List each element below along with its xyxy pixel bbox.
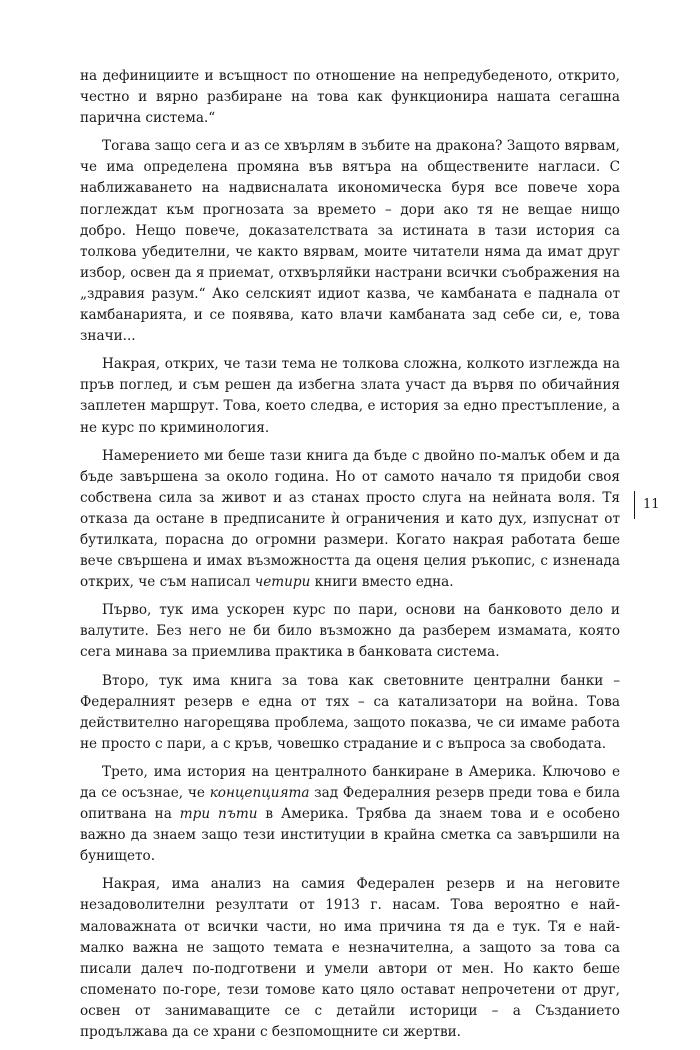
- paragraph-8: [80, 874, 620, 1043]
- text-run: книги вместо една.: [310, 574, 454, 591]
- paragraph-7: [80, 762, 620, 867]
- text-run: на дефинициите и всъщност по отношение на непредубеденото, открито, честно и вярно разбиране на това как функционира нашата сегашна парична система.“: [80, 68, 620, 127]
- text-run: Трето, има история на централното банкиране в Америка. Ключово е да се осъзнае, че: [80, 763, 620, 801]
- text-run: в Америка. Трябва да знаем това и е особено важно да знаем защо тези институции в крайна сметка са завършили на бунището.: [80, 806, 620, 865]
- page-number: 11: [634, 491, 660, 519]
- text-run: зад Федералния резерв преди това е била опитвана на: [80, 785, 620, 823]
- paragraph-6: [80, 671, 620, 755]
- text-run: Накрая, открих, че тази тема не толкова сложна, колкото изглежда на пръв поглед, и съм решен да избегна злата участ да вървя по обичайния заплетен маршрут. Това, което следва, е история за едно престъпление, а не курс по криминология.: [80, 356, 620, 436]
- text-run: Накрая, има анализ на самия Федерален резерв и на неговите незадоволителни резултати от 1913 г. насам. Това вероятно е най-маловажната от всички части, но има причина тя да е тук. Тя е най-малко важна не защото темата е незначителна, а защото за това са писали далеч по-подготвени и умели автори от мен. Но както беше споменато по-горе, тези томове като цяло остават непрочетени от друг, освен от занимаващите се с детайли историци – а Създанието продължава да се храни с безпомощните си жертви.: [80, 876, 620, 1041]
- paragraph-4: [80, 446, 620, 594]
- italic-emphasis: концепцията: [209, 785, 310, 801]
- paragraph-2: [80, 136, 620, 347]
- text-run: Тогава защо сега и аз се хвърлям в зъбите на дракона? Защото вярвам, че има определена промяна във вятъра на обществените нагласи. С наближаването на надвисналата икономическа буря все повече хора поглеждат към прогнозата за времето – дори ако тя не вещае нищо добро. Нещо повече, доказателствата за истината в тази история са толкова убедителни, че както вярвам, моите читатели няма да имат друг избор, освен да я приемат, отхвърляйки настрани всички съображения на „здравия разум.“ Ако селският идиот казва, че камбаната е паднала от камбанарията, и се появява, като влачи камбаната зад себе си, е, това значи...: [80, 138, 620, 345]
- page-body: [80, 66, 620, 1050]
- paragraph-3: [80, 354, 620, 438]
- text-run: Първо, тук има ускорен курс по пари, основи на банковото дело и валутите. Без него не би било възможно да разберем измамата, която сега минава за приемлива практика в банковата система.: [80, 602, 620, 661]
- text-run: Намерението ми беше тази книга да бъде с двойно по-малък обем и да бъде завършена за около година. Но от самото начало тя придоби своя собствена сила за живот и аз станах просто слуга на нейната воля. Тя отказа да остане в предписаните ѝ ограничения и като дух, изпуснат от бутилката, порасна до огромни размери. Когато накрая работата беше вече свършена и имах възможността да оценя целия ръкопис, с изненада открих, че съм написал: [80, 447, 620, 591]
- text-run: Второ, тук има книга за това как световните централни банки – Федералният резерв е една от тях – са катализатори на война. Това действително нагорещява проблема, защото показва, че си имаме работа не просто с пари, а с кръв, човешко страдание и с въпроса за свободата.: [80, 672, 620, 752]
- italic-emphasis: четири: [254, 574, 311, 591]
- paragraph-5: [80, 600, 620, 663]
- paragraph-1: [80, 66, 620, 129]
- italic-emphasis: три пъти: [179, 806, 258, 823]
